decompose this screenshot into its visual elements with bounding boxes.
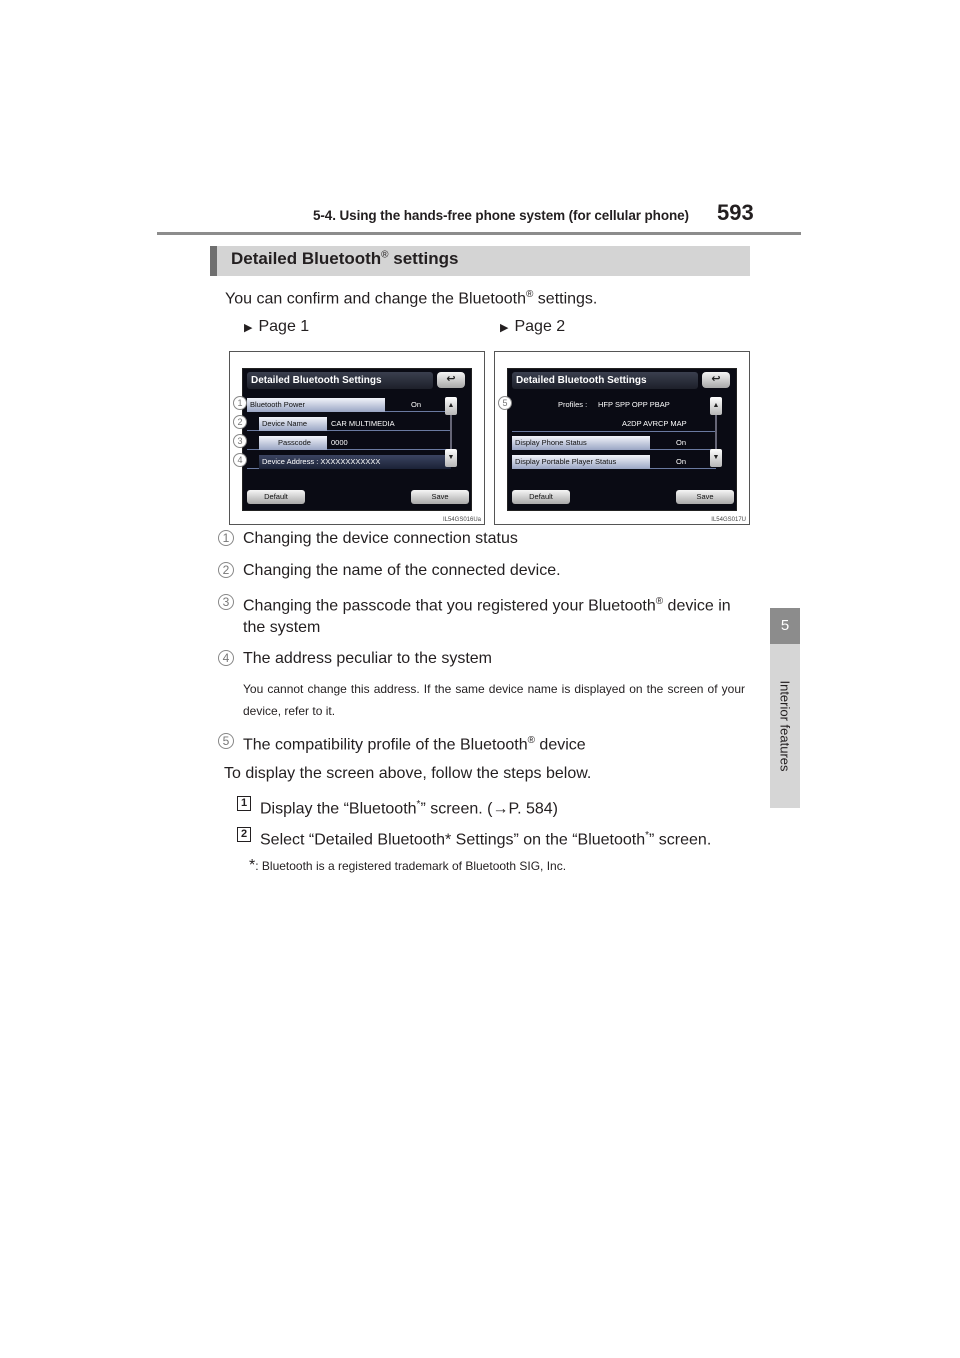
callout-4: 4	[233, 453, 247, 467]
screen-page2	[507, 368, 737, 511]
section-heading-bar	[210, 246, 750, 276]
callout-2: 2	[233, 415, 247, 429]
chapter-tab: 5	[770, 608, 800, 644]
profiles-line1: HFP SPP OPP PBAP	[598, 400, 670, 409]
figure-code: IL54GS017U	[711, 517, 746, 523]
screen-title: Detailed Bluetooth Settings	[247, 372, 433, 389]
header-rule	[157, 232, 801, 235]
item-number-1: 1	[218, 530, 234, 546]
item-2-text: Changing the name of the connected device.	[243, 562, 561, 579]
step-2-text: Select “Detailed Bluetooth* Settings” on the “Bluetooth*” screen.	[260, 830, 712, 849]
callout-5: 5	[498, 396, 512, 410]
row-passcode[interactable]: Passcode 0000	[247, 436, 451, 450]
scroll-up-icon[interactable]: ▲	[710, 397, 722, 415]
scroll-down-icon[interactable]: ▼	[710, 449, 722, 467]
step-number-1: 1	[237, 796, 251, 811]
item-number-5: 5	[218, 733, 234, 749]
screenshot-page1	[229, 351, 485, 525]
back-arrow-icon[interactable]: ↩	[437, 372, 465, 388]
profiles-line2: A2DP AVRCP MAP	[622, 419, 687, 428]
row-device-address: Device Address : XXXXXXXXXXXX	[247, 455, 451, 469]
screen-title: Detailed Bluetooth Settings	[512, 372, 698, 389]
default-button[interactable]: Default	[512, 490, 570, 504]
steps-intro: To display the screen above, follow the steps below.	[224, 765, 592, 782]
triangle-icon: ▶	[244, 322, 253, 334]
scroll-track	[450, 415, 452, 449]
row-display-phone-status[interactable]: Display Phone Status On	[512, 436, 716, 450]
scroll-down-icon[interactable]: ▼	[445, 449, 457, 467]
step-number-2: 2	[237, 827, 251, 842]
scroll-track	[715, 415, 717, 449]
item-4-text: The address peculiar to the system	[243, 650, 493, 667]
footnote: *: Bluetooth is a registered trademark of Bluetooth SIG, Inc.	[249, 857, 567, 874]
back-arrow-icon[interactable]: ↩	[702, 372, 730, 388]
row-display-player-status[interactable]: Display Portable Player Status On	[512, 455, 716, 469]
page2-label: ▶ Page 2	[500, 318, 566, 335]
row-bluetooth-power[interactable]: Bluetooth Power On	[247, 398, 451, 412]
default-button[interactable]: Default	[247, 490, 305, 504]
screenshot-page2	[494, 351, 750, 525]
intro-text: You can confirm and change the Bluetooth® settings.	[225, 289, 598, 308]
save-button[interactable]: Save	[676, 490, 734, 504]
item-1-text: Changing the device connection status	[243, 530, 518, 547]
item-5-text: The compatibility profile of the Bluetooth® device	[243, 735, 586, 754]
callout-3: 3	[233, 434, 247, 448]
scroll-up-icon[interactable]: ▲	[445, 397, 457, 415]
chapter-label: Interior features	[777, 680, 793, 772]
profiles-label: Profiles :	[558, 400, 588, 409]
item-number-3: 3	[218, 594, 234, 610]
item-number-4: 4	[218, 650, 234, 666]
row-device-name[interactable]: Device Name CAR MULTIMEDIA	[247, 417, 451, 431]
divider	[512, 431, 716, 432]
item-number-2: 2	[218, 562, 234, 578]
page-number: 593	[717, 200, 754, 225]
step-1-text: Display the “Bluetooth*” screen. (→P. 584)	[260, 799, 558, 818]
page1-label: ▶ Page 1	[244, 318, 310, 335]
item-4-note: You cannot change this address. If the same device name is displayed on the screen of your device, refer to it.	[243, 682, 745, 718]
figure-code: IL54GS016Ua	[442, 517, 481, 523]
running-header: 5-4. Using the hands-free phone system (for cellular phone)	[313, 208, 689, 223]
triangle-icon: ▶	[500, 322, 509, 334]
item-3-text: Changing the passcode that you registered your Bluetooth® device in	[243, 596, 731, 615]
callout-1: 1	[233, 396, 247, 410]
screen-page1	[242, 368, 472, 511]
section-heading: Detailed Bluetooth® settings	[231, 249, 459, 268]
item-3-text-line2: the system	[243, 619, 321, 636]
save-button[interactable]: Save	[411, 490, 469, 504]
